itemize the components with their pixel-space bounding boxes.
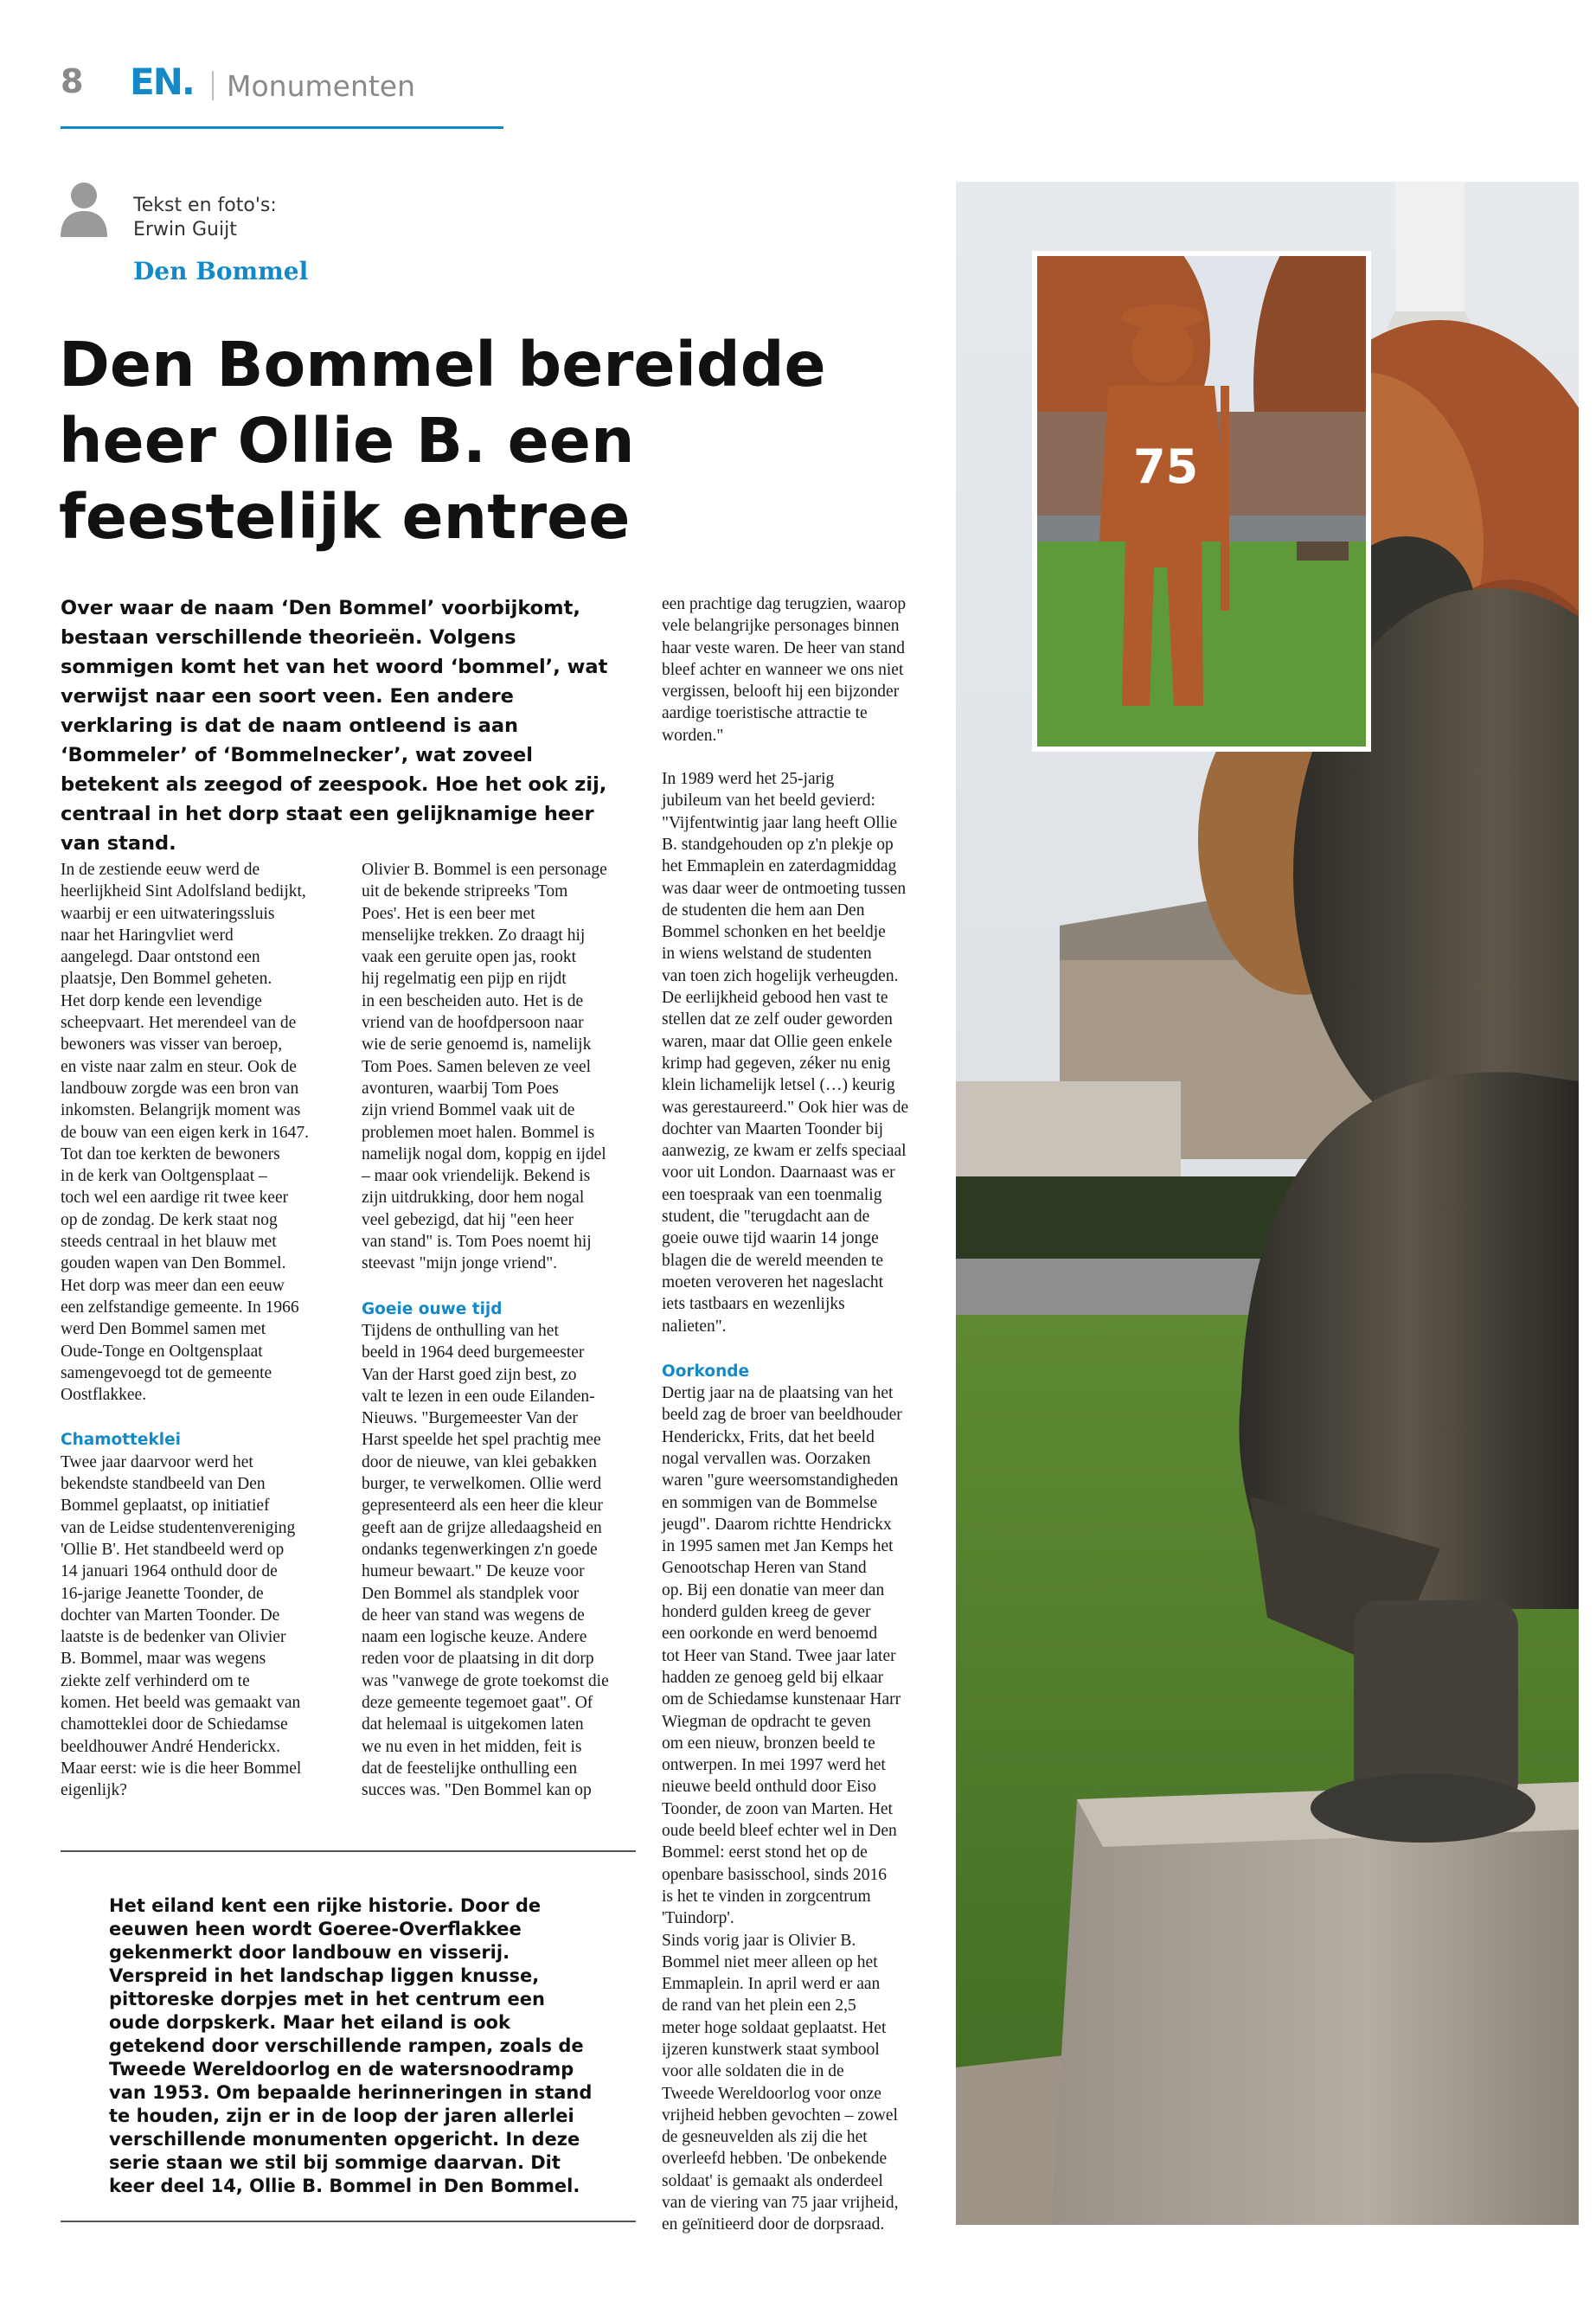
body-paragraph: Olivier B. Bommel is een personage uit de bekende stripreeks 'Tom Poes'. Het is een beer met menselijke trekken. Zo draagt hij vaak een geruite open jas, rookt hij regelmatig een pijp en rijdt in een bescheiden auto. Het is de vriend van de hoofdpersoon naar wie de serie genoemd is, namelijk Tom Poes. Samen beleven ze veel avonturen, waarbij Tom Poes zijn vriend Bommel vaak uit de problemen moet halen. Bommel is namelijk nogal dom, koppig en ijdel – maar ook vriendelijk. Bekend is zijn uitdrukking, door hem nogal veel gebezigd, dat hij "een heer van stand" is. Tom Poes noemt hij steevast "mijn jonge vriend".: [362, 861, 607, 1273]
body-paragraph: In de zestiende eeuw werd de heerlijkheid Sint Adolfsland bedijkt, waarbij er een uitwateringssluis naar het Haringvliet werd aangelegd. Daar ontstond een plaatsje, Den Bommel geheten. Het dorp kende een levendige scheepvaart. Het merendeel van de bewoners was visser van beroep, en viste naar zalm en steur. Ook de landbouw zorgde was een bron van inkomsten. Belangrijk moment was de bouw van een eigen kerk in 1647. Tot dan toe kerkten de bewoners in de kerk van Ooltgensplaat – toch wel een aardige rit twee keer op de zondag. De kerk staat nog steeds centraal in het blauw met gouden wapen van Den Bommel. Het dorp was meer dan een eeuw een zelfstandige gemeente. In 1966 werd Den Bommel samen met Oude-Tonge en Ooltgensplaat samengevoegd tot de gemeente Oostflakkee.: [61, 861, 309, 1405]
byline-credit: [133, 194, 277, 242]
article-intro: Over waar de naam ‘Den Bommel’ voorbijkomt, bestaan verschillende theorieën. Volgens sommigen komt het van het woord ‘bommel’, wat verwijst naar een soort veen. Een andere verklaring is dat de naam ontleend is aan ‘Bommeler’ of ‘Bommelnecker’, wat zoveel betekent als zeegod of zeespook. Hoe het ook zij, centraal in het dorp staat een gelijknamige heer van stand.: [61, 597, 608, 855]
subheading-goeie-ouwe-tijd: Goeie ouwe tijd: [362, 1299, 503, 1318]
credit-label: Tekst en foto's:: [133, 195, 277, 216]
body-paragraph: Twee jaar daarvoor werd het bekendste standbeeld van Den Bommel geplaatst, op initiatief van de Leidse studentenvereniging 'Ollie B'. Het standbeeld werd op 14 januari 1964 onthuld door de 16-jarige Jeanette Toonder, de dochter van Marten Toonder. De laatste is de bedenker van Olivier B. Bommel, maar was wegens ziekte zelf verhinderd om te komen. Het beeld was gemaakt van chamotteklei door de Schiedamse beeldhouwer André Henderickx. Maar eerst: wie is die heer Bommel eigenlijk?: [61, 1452, 302, 1800]
box-rule-bottom: [61, 2221, 636, 2222]
subheading-chamotteklei: Chamotteklei: [61, 1431, 181, 1450]
page-number: 8: [61, 62, 84, 100]
series-info-box: Het eiland kent een rijke historie. Door de eeuwen heen wordt Goeree-Overflakkee gekenmerkt door landbouw en visserij. Verspreid in het landschap liggen knusse, pittoreske dorpjes met in het centrum een oude dorpskerk. Maar het eiland is ook getekend door verschillende rampen, zoals de Tweede Wereldoorlog en de watersnoodramp van 1953. Om bepaalde herinneringen in stand te houden, zijn er in de loop der jaren allerlei verschillende monumenten opgericht. In deze serie staan we stil bij sommige daarvan. Dit keer deel 14, Ollie B. Bommel in Den Bommel.: [109, 1895, 593, 2196]
author-avatar-icon: [59, 180, 109, 237]
body-column-1: [61, 859, 346, 1801]
newspaper-logo: EN.: [130, 61, 194, 103]
body-paragraph: In 1989 werd het 25-jarig jubileum van het beeld gevierd: "Vijfentwintig jaar lang heeft Ollie B. standgehouden op z'n plekje op het Emmaplein en zaterdagmiddag was daar weer de ontmoeting tussen de studenten die hem aan Den Bommel schonken en het beeldje in wiens welstand de studenten van toen zich hogelijk verheugden. De eerlijkheid gebood hen vast te stellen dat ze zelf ouder geworden waren, maar dat Ollie geen enkele krimp had gegeven, zéker nu enig klein lichamelijk letsel (…) keurig was gerestaureerd." Ook hier was de dochter van Maarten Toonder bij aanwezig, ze kwam er zelfs speciaal voor uit London. Daarnaast was er een toespraak van een toenmalig student, die "terugdacht aan de goeie ouwe tijd waarin 14 jonge blagen die de wereld meenden te moeten veroveren het nageslacht iets tastbaars en wezenlijks nalieten".: [662, 770, 909, 1336]
credit-author: Erwin Guijt: [133, 219, 237, 240]
body-column-3: [662, 593, 947, 2236]
box-rule-top: [61, 1850, 636, 1852]
body-paragraph: een prachtige dag terugzien, waarop vele belangrijke personages binnen haar veste waren. De heer van stand bleef achter en wanneer we ons niet vergissen, belooft hij een bijzonder aardige toeristische attractie te worden.": [662, 595, 907, 745]
section-title: Monumenten: [227, 69, 416, 103]
article-headline: Den Bommel bereidde heer Ollie B. een feestelijk entree: [59, 329, 826, 553]
body-paragraph: Dertig jaar na de plaatsing van het beeld zag de broer van beeldhouder Henderickx, Frits, dat het beeld nogal vervallen was. Oorzaken waren "gure weersomstandigheden en sommigen van de Bommelse jeugd". Daarom richtte Hendrickx in 1995 samen met Jan Kemps het Genootschap Heren van Stand op. Bij een donatie van meer dan honderd gulden kreeg de gever een oorkonde en werd benoemd tot Heer van Stand. Twee jaar later hadden ze genoeg geld bij elkaar om de Schiedamse kunstenaar Harr Wiegman de opdracht te geven om een nieuw, bronzen beeld te ontwerpen. In mei 1997 werd het nieuwe beeld onthuld door Eiso Toonder, de zoon van Marten. Het oude beeld bleef echter wel in Den Bommel: eerst stond het op de openbare basisschool, sinds 2016 is het te vinden in zorgcentrum 'Tuindorp'. Sinds vorig jaar is Olivier B. Bommel niet meer alleen op het Emmaplein. In april werd er aan de rand van het plein een 2,5 meter hoge soldaat geplaatst. Het ijzeren kunstwerk staat symbool voor alle soldaten die in de Tweede Wereldoorlog voor onze vrijheid hebben gevochten – zowel de gesneuvelden als zij die het overleefd hebben. 'De onbekende soldaat' is gemaakt als onderdeel van de viering van 75 jaar vrijheid, en geïnitieerd door de dorpsraad.: [662, 1384, 902, 2234]
subheading-oorkonde: Oorkonde: [662, 1362, 750, 1381]
header-rule: [61, 126, 503, 129]
body-paragraph: Tijdens de onthulling van het beeld in 1964 deed burgemeester Van der Harst goed zijn best, zo valt te lezen in een oude Eilanden- Nieuws. "Burgemeester Van der Harst speelde het spel prachtig mee door de nieuwe, van klei gebakken burger, te verwelkomen. Ollie werd gepresenteerd als een heer die kleur geeft aan de grijze alledaagsheid en ondanks tegenwerkingen z'n goede humeur bewaart." De keuze voor Den Bommel als standplek voor de heer van stand was wegens de naam een logische keuze. Andere reden voor de plaatsing in dit dorp was "vanwege de grote toekomst die deze gemeente tegemoet gaat". Of dat helemaal is uitgekomen laten we nu even in het midden, feit is dat de feestelijke onthulling een succes was. "Den Bommel kan op: [362, 1321, 609, 1800]
soldier-monument-photo: [1032, 251, 1371, 752]
soldier-number-label: 75: [1133, 439, 1199, 494]
header-separator: [212, 71, 214, 100]
body-column-2: [362, 859, 647, 1801]
dateline-location: Den Bommel: [133, 257, 309, 285]
